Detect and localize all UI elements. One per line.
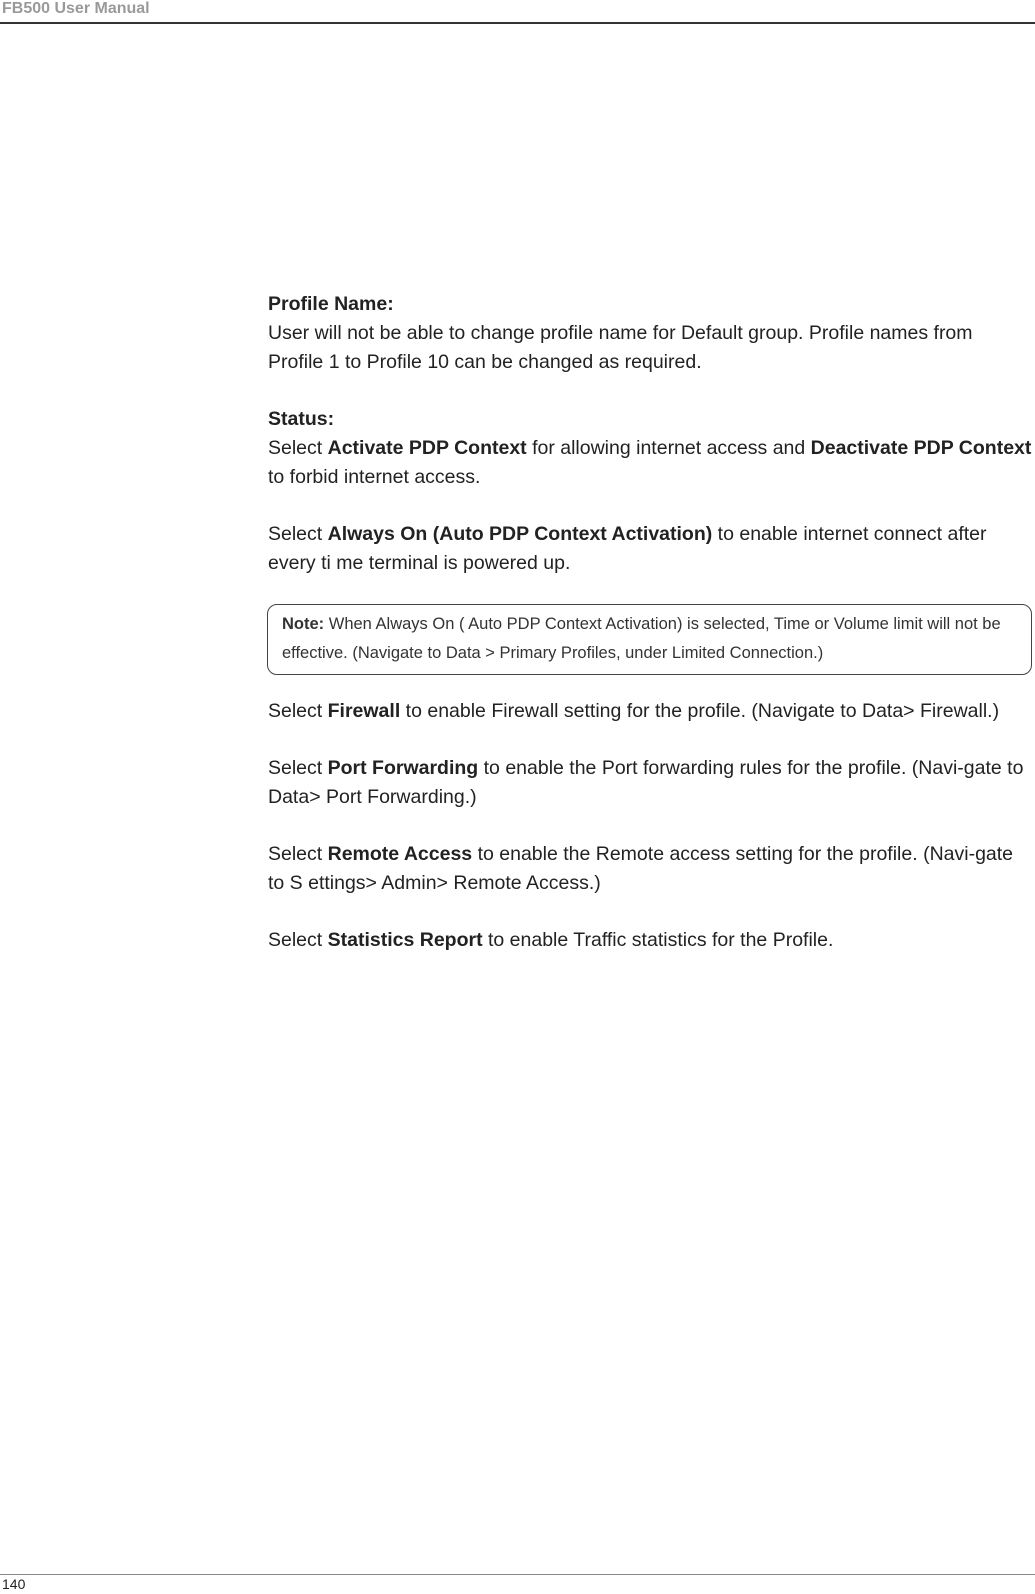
firewall-suffix: to enable Firewall setting for the profile. (Navigate to Data> Firewall.): [400, 700, 1000, 722]
remote-access-prefix: Select: [268, 843, 328, 865]
deactivate-pdp-term: Deactivate PDP Context: [810, 437, 1032, 459]
statistics-prefix: Select: [268, 929, 328, 951]
manual-content: [268, 290, 1033, 955]
always-on-prefix: Select: [268, 523, 328, 545]
port-forwarding-paragraph: [268, 754, 1033, 812]
port-forwarding-prefix: Select: [268, 757, 328, 779]
document-header-title: FB500 User Manual: [2, 0, 150, 17]
always-on-paragraph: [268, 520, 1033, 578]
footer-divider: [0, 1574, 1035, 1575]
note-label: Note:: [282, 615, 325, 633]
statistics-suffix: to enable Traffic statistics for the Profile.: [482, 929, 834, 951]
remote-access-suffix: to enable the Remote access setting for the profile. (Navi-gate to S ettings> Admin> Remote Access.): [268, 843, 1014, 894]
page-number: 140: [2, 1576, 26, 1592]
header-divider: [0, 22, 1035, 24]
note-text: When Always On ( Auto PDP Context Activation) is selected, Time or Volume limit will not be effective. (Navigate to Data > Primary Profiles, under Limited Connection.): [282, 615, 1001, 662]
status-heading: Status:: [268, 408, 335, 430]
status-suffix: to forbid internet access.: [268, 466, 481, 488]
status-paragraph: [268, 434, 1033, 492]
note-box: [267, 604, 1032, 675]
status-prefix: Select: [268, 437, 328, 459]
remote-access-term: Remote Access: [327, 843, 473, 865]
port-forwarding-suffix: to enable the Port forwarding rules for the profile. (Navi-gate to Data> Port Forwarding.): [268, 757, 1024, 808]
port-forwarding-term: Port Forwarding: [327, 757, 479, 779]
firewall-paragraph: [268, 697, 1033, 726]
firewall-term: Firewall: [327, 700, 401, 722]
status-mid: for allowing internet access and: [526, 437, 811, 459]
statistics-paragraph: [268, 926, 1033, 955]
profile-name-text: User will not be able to change profile name for Default group. Profile names from Profile 1 to Profile 10 can be changed as required.: [268, 322, 973, 373]
firewall-prefix: Select: [268, 700, 328, 722]
activate-pdp-term: Activate PDP Context: [327, 437, 527, 459]
remote-access-paragraph: [268, 840, 1033, 898]
always-on-term: Always On (Auto PDP Context Activation): [327, 523, 713, 545]
always-on-suffix: to enable internet connect after every ti me terminal is powered up.: [268, 523, 987, 574]
profile-name-heading: Profile Name:: [268, 293, 394, 315]
statistics-term: Statistics Report: [327, 929, 483, 951]
